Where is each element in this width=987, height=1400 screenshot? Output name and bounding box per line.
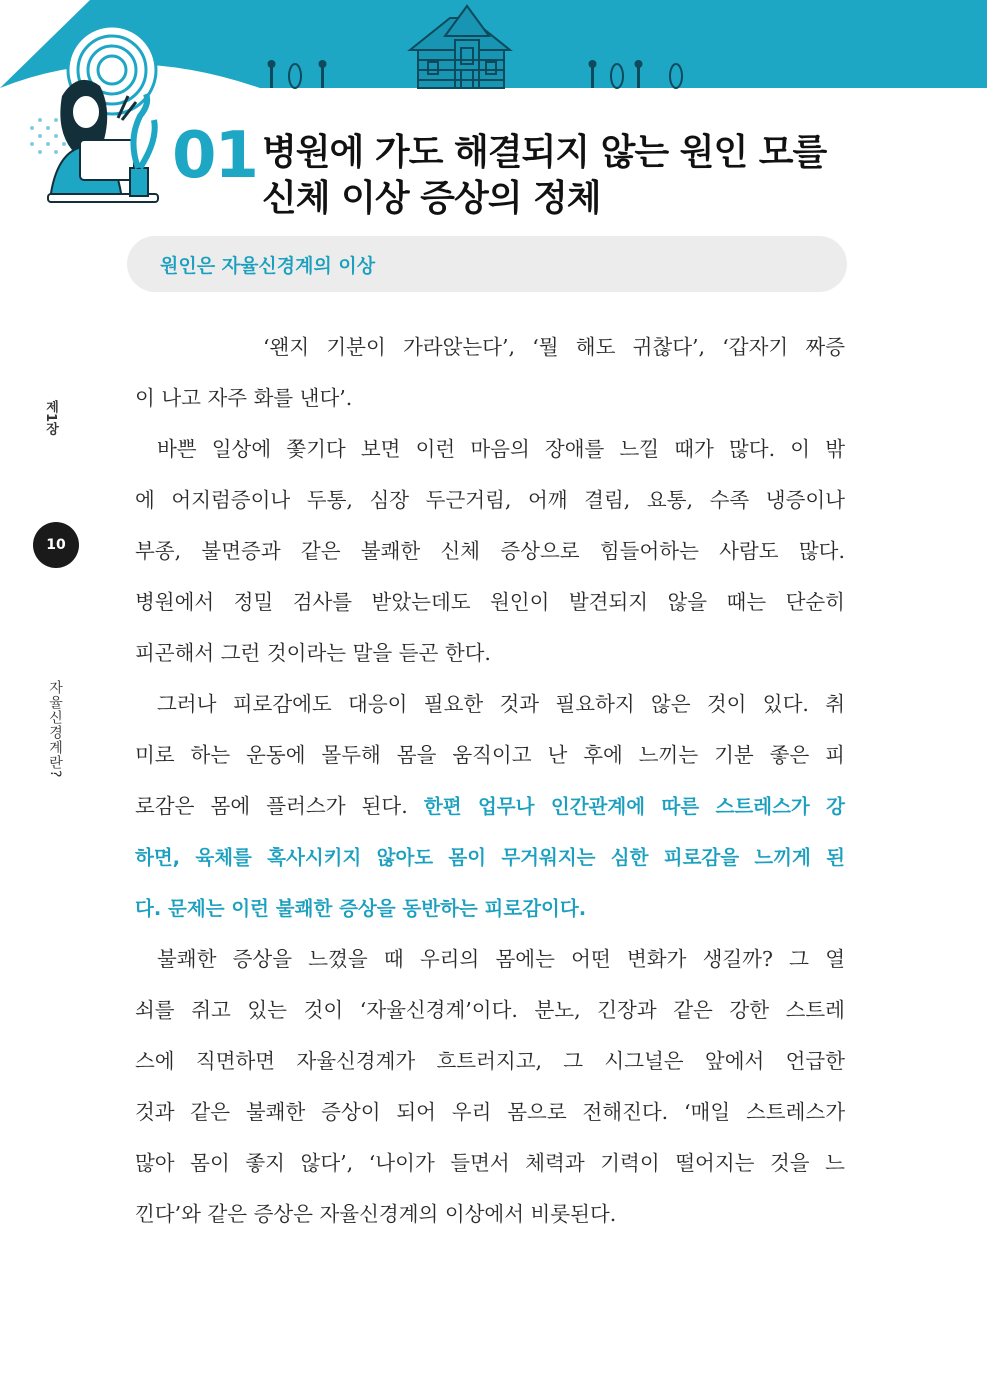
body-line: 것과 같은 불쾌한 증상이 되어 우리 몸으로 전해진다. ‘매일 스트레스가 xyxy=(135,1100,845,1124)
halftone-backdrop xyxy=(30,118,66,154)
body-line: 병원에서 정밀 검사를 받았는데도 원인이 발견되지 않을 때는 단순히 xyxy=(135,590,845,614)
chapter-label: 제1장 xyxy=(43,400,58,436)
body-line: 불쾌한 증상을 느꼈을 때 우리의 몸에는 어떤 변화가 생길까? 그 열 xyxy=(157,947,845,971)
page-number: 10 xyxy=(33,522,79,568)
section-label: 자율신경계란? xyxy=(47,680,63,779)
highlighted-text: 다. 문제는 이런 불쾌한 증상을 동반하는 피로감이다. xyxy=(135,897,587,920)
highlighted-text: 한편 업무나 인간관계에 따른 스트레스가 강 xyxy=(423,795,845,818)
body-line xyxy=(135,781,845,832)
body-line: 낀다’와 같은 증상은 자율신경계의 이상에서 비롯된다. xyxy=(135,1202,617,1226)
body-line: 피곤해서 그런 것이라는 말을 듣곤 한다. xyxy=(135,641,491,665)
body-line: 미로 하는 운동에 몰두해 몸을 움직이고 난 후에 느끼는 기분 좋은 피 xyxy=(135,743,845,767)
body-line: 그러나 피로감에도 대응이 필요한 것과 필요하지 않은 것이 있다. 취 xyxy=(157,692,845,716)
body-text xyxy=(135,322,845,1240)
body-line: 에 어지럼증이나 두통, 심장 두근거림, 어깨 결림, 요통, 수족 냉증이나 xyxy=(135,488,845,512)
subtitle: 원인은 자율신경계의 이상 xyxy=(160,255,376,277)
body-line: 부종, 불면증과 같은 불쾌한 신체 증상으로 힘들어하는 사람도 많다. xyxy=(135,539,845,563)
body-line: 스에 직면하면 자율신경계가 흐트러지고, 그 시그널은 앞에서 언급한 xyxy=(135,1049,845,1073)
chapter-number: 01 xyxy=(172,119,258,193)
body-line: 이 나고 자주 화를 낸다’. xyxy=(135,386,353,410)
body-line: 쇠를 쥐고 있는 것이 ‘자율신경계’이다. 분노, 긴장과 같은 강한 스트레 xyxy=(135,998,845,1022)
body-segment: 로감은 몸에 플러스가 된다. xyxy=(135,794,408,818)
title-line-2: 신체 이상 증상의 정체 xyxy=(262,178,601,219)
body-line: 많아 몸이 좋지 않다’, ‘나이가 들면서 체력과 기력이 떨어지는 것을 느 xyxy=(135,1151,845,1175)
body-line: ‘왠지 기분이 가라앉는다’, ‘뭘 해도 귀찮다’, ‘갑자기 짜증 xyxy=(263,335,845,359)
title-line-1: 병원에 가도 해결되지 않는 원인 모를 xyxy=(262,132,827,173)
highlighted-text: 하면, 육체를 혹사시키지 않아도 몸이 무거워지는 심한 피로감을 느끼게 된 xyxy=(135,846,845,869)
house-illustration xyxy=(410,6,510,88)
page-title xyxy=(262,130,826,222)
body-line: 바쁜 일상에 쫓기다 보면 이런 마음의 장애를 느낄 때가 많다. 이 밖 xyxy=(157,437,845,461)
